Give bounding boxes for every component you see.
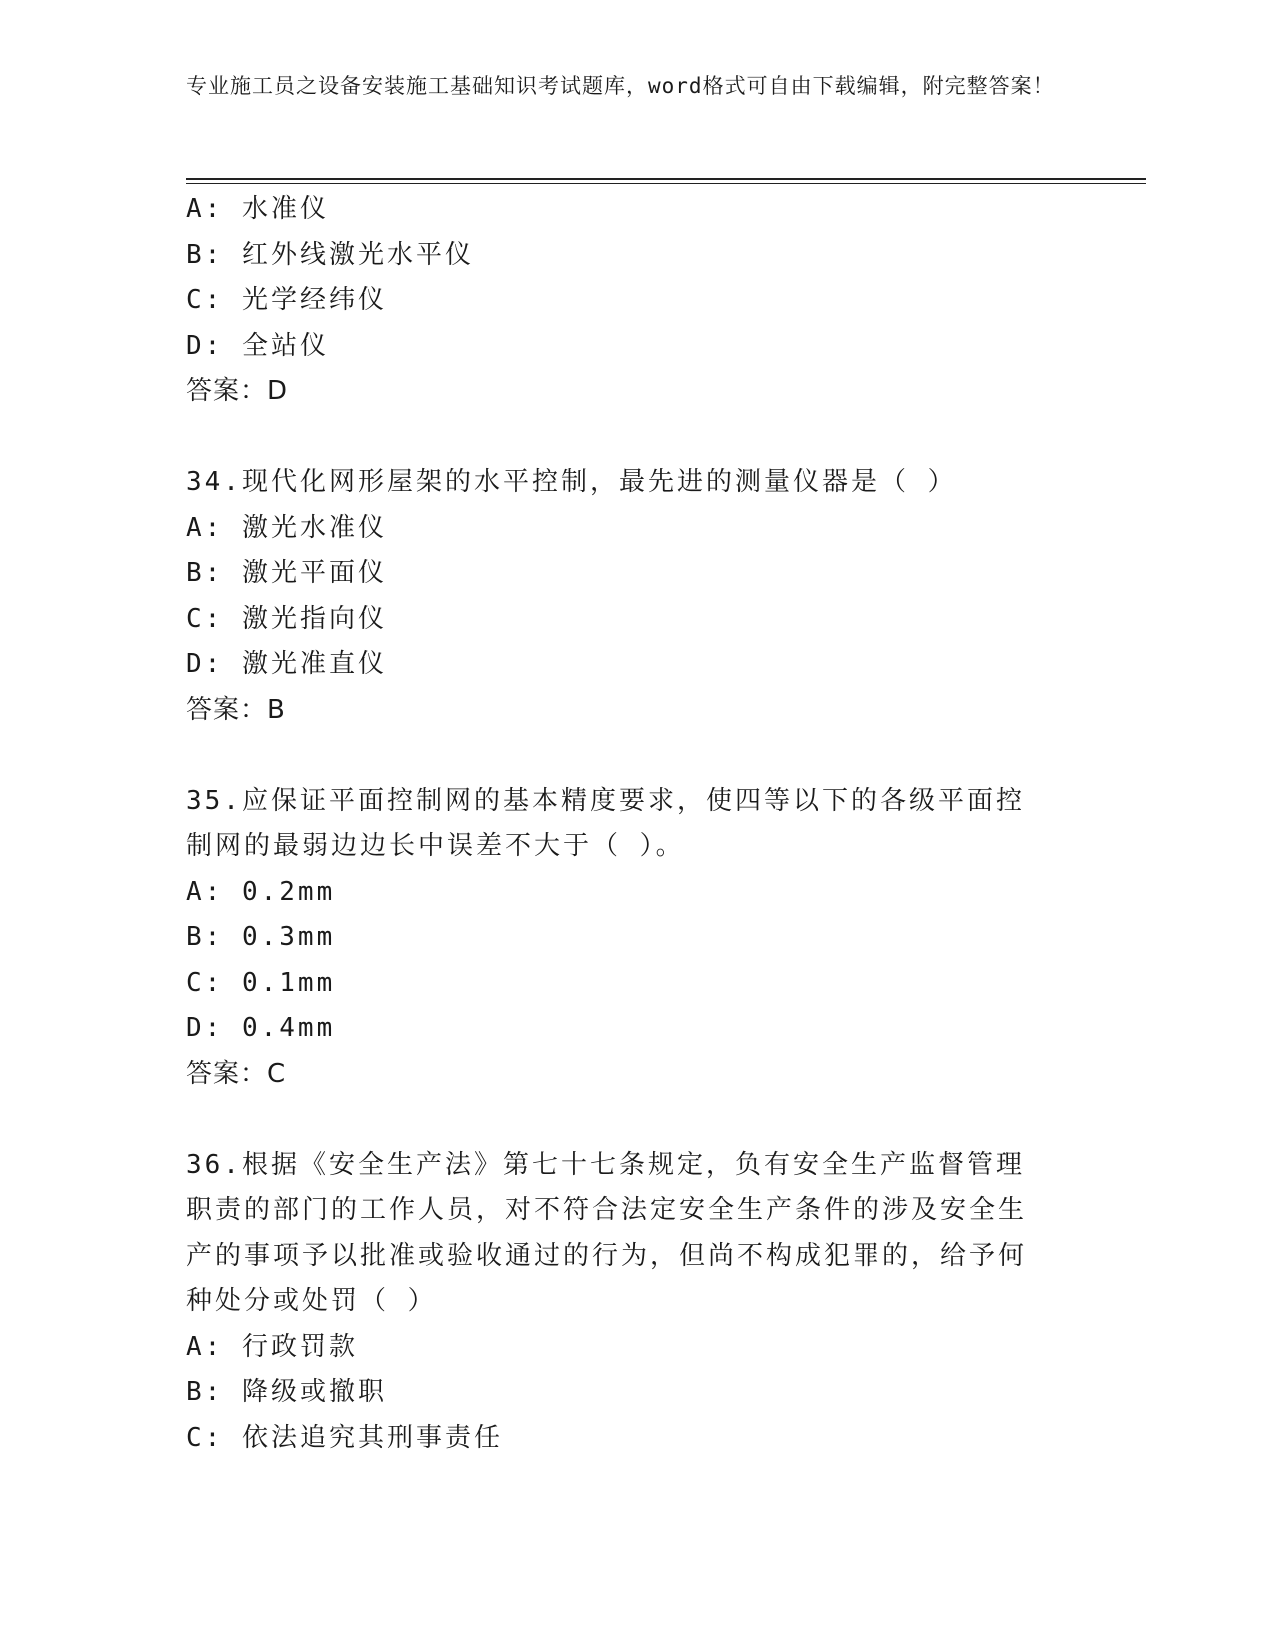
spacer [186, 1097, 1086, 1143]
option-a: A: 激光水准仪 [186, 512, 387, 543]
option-a: A: 行政罚款 [186, 1331, 358, 1362]
question-list [186, 187, 1086, 1461]
spacer [186, 415, 1086, 461]
spacer [186, 733, 1086, 779]
question-block [186, 460, 1086, 733]
option-c: C: 依法追究其刑事责任 [186, 1422, 503, 1453]
option-c: C: 0.1mm [186, 967, 336, 998]
header-rule-thin [186, 183, 1146, 184]
option-d: D: 0.4mm [186, 1013, 336, 1043]
header-rule-thick [186, 178, 1146, 180]
option-b: B: 0.3mm [186, 922, 336, 952]
option-c: C: 光学经纬仪 [186, 285, 387, 315]
question-block [186, 1143, 1086, 1462]
answer-line: 答案：B [186, 694, 286, 725]
answer-line: 答案：C [186, 1058, 287, 1089]
question-block [186, 187, 1086, 415]
option-a: A: 0.2mm [186, 876, 336, 907]
question-text: 36.根据《安全生产法》第七十七条规定，负有安全生产监督管理职责的部门的工作人员，对不符合法定安全生产条件的涉及安全生产的事项予以批准或验收通过的行为，但尚不构成犯罪的，给予何种处分或处罚（ ） [186, 1149, 1028, 1316]
option-b: B: 红外线激光水平仪 [186, 239, 474, 270]
option-a: A: 水准仪 [186, 194, 329, 224]
question-text: 34.现代化网形屋架的水平控制，最先进的测量仪器是（ ） [186, 467, 957, 497]
question-text: 35.应保证平面控制网的基本精度要求，使四等以下的各级平面控制网的最弱边边长中误差不大于（ ）。 [186, 785, 1025, 861]
question-block [186, 779, 1086, 1098]
option-d: D: 全站仪 [186, 330, 329, 361]
option-b: B: 降级或撤职 [186, 1377, 387, 1407]
option-b: B: 激光平面仪 [186, 558, 387, 588]
answer-line: 答案：D [186, 376, 289, 406]
option-c: C: 激光指向仪 [186, 603, 387, 634]
option-d: D: 激光准直仪 [186, 649, 387, 679]
document-header: 专业施工员之设备安装施工基础知识考试题库，word格式可自由下载编辑，附完整答案！ [186, 74, 1055, 98]
